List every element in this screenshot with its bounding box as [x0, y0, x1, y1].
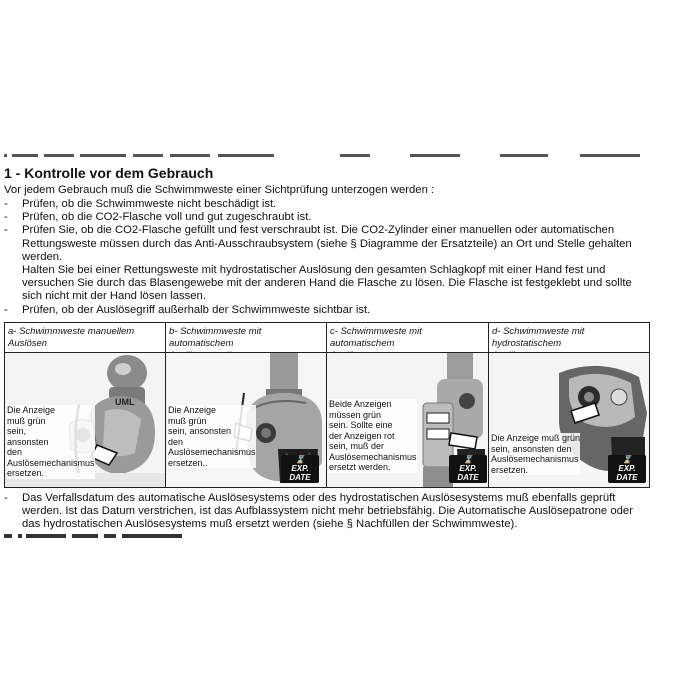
section-intro: Vor jedem Gebrauch muß die Schwimmweste einer Sichtprüfung unterzogen werden : — [4, 184, 435, 196]
figure-caption: Die Anzeige muß grün sein, ansonsten den Auslösemechanismus ersetzen. — [491, 433, 581, 475]
figure-heading: d- Schwimmweste mit hydrostatischem — [489, 323, 649, 353]
brand-logo: UML — [115, 397, 135, 407]
exp-date-badge: ⌛ EXP. DATE — [449, 455, 487, 483]
cropped-text-top — [0, 152, 700, 160]
figure-c — [327, 323, 489, 487]
list-item: - Prüfen, ob die CO2-Flasche voll und gut zugeschraubt ist. — [4, 211, 312, 224]
list-item: - Prüfen Sie, ob die CO2-Flasche gefüllt und fest verschraubt ist. Die CO2-Zylinder einer manuellen oder automatischen Rettungsweste müssen durch das Anti-Ausschraubsystem (siehe § Diagramme der Ersatzteile) an Ort und Stelle gehalten werden. Halten Sie bei einer Rettungsweste mit hydrostatischer Auslösung den gesamten Schlagkopf mit einer Hand fest und versuchen Sie durch das Blasengewebe mit der anderen Hand die Flasche zu lösen. Die Flasche ist festgeklebt und sollte sich nicht mit der Hand lösen lassen. — [4, 224, 632, 303]
figure-heading: a- Schwimmweste manuellem Auslösen — [5, 323, 165, 353]
figure-table — [4, 322, 650, 488]
cropped-text-bottom — [4, 533, 700, 539]
figure-caption: Die Anzeige muß grün sein, ansonsten den Auslösemechanismus ersetzen. — [7, 405, 95, 478]
list-item: - Prüfen, ob der Auslösegriff außerhalb der Schwimmweste sichtbar ist. — [4, 303, 371, 316]
figure-a — [5, 323, 166, 487]
figure-caption: Die Anzeige muß grün sein, ansonsten den Auslösemechanismus ersetzen.. — [168, 405, 256, 468]
hourglass-icon: ⌛ — [463, 455, 473, 464]
checklist — [4, 198, 696, 317]
section-title: 1 - Kontrolle vor dem Gebrauch — [4, 165, 214, 181]
figure-d — [489, 323, 649, 487]
exp-date-badge: ⌛ EXP. DATE — [608, 455, 646, 483]
list-item: - Das Verfallsdatum des automatische Auslösesystems oder des hydrostatischen Auslösesystems muß ebenfalls geprüft werden. Ist das Datum verstrichen, ist das Aufblassystem nicht mehr betriebsfähig. Die Automatische Auslösepatrone oder das hydrostatischen Auslösesystems muß ersetzt werden (siehe § Nachfüllen der Schwimmweste). — [4, 492, 633, 531]
hourglass-icon: ⌛ — [295, 455, 305, 464]
figure-heading: c- Schwimmweste mit automatischem — [327, 323, 488, 353]
figure-heading: b- Schwimmweste mit automatischem — [166, 323, 326, 353]
figure-photo — [489, 353, 649, 487]
figure-b — [166, 323, 327, 487]
figure-caption: Beide Anzeigen müssen grün sein. Sollte eine der Anzeigen rot sein, muß der Auslösemechanismus ersetzt werden. — [329, 399, 417, 472]
figure-photo — [166, 353, 326, 487]
list-item: - Prüfen, ob die Schwimmweste nicht beschädigt ist. — [4, 198, 277, 210]
figure-photo — [5, 353, 165, 487]
figure-photo — [327, 353, 488, 487]
hourglass-icon: ⌛ — [622, 455, 632, 464]
exp-date-badge: ⌛ EXP. DATE — [281, 455, 319, 483]
expiry-note — [4, 492, 696, 532]
